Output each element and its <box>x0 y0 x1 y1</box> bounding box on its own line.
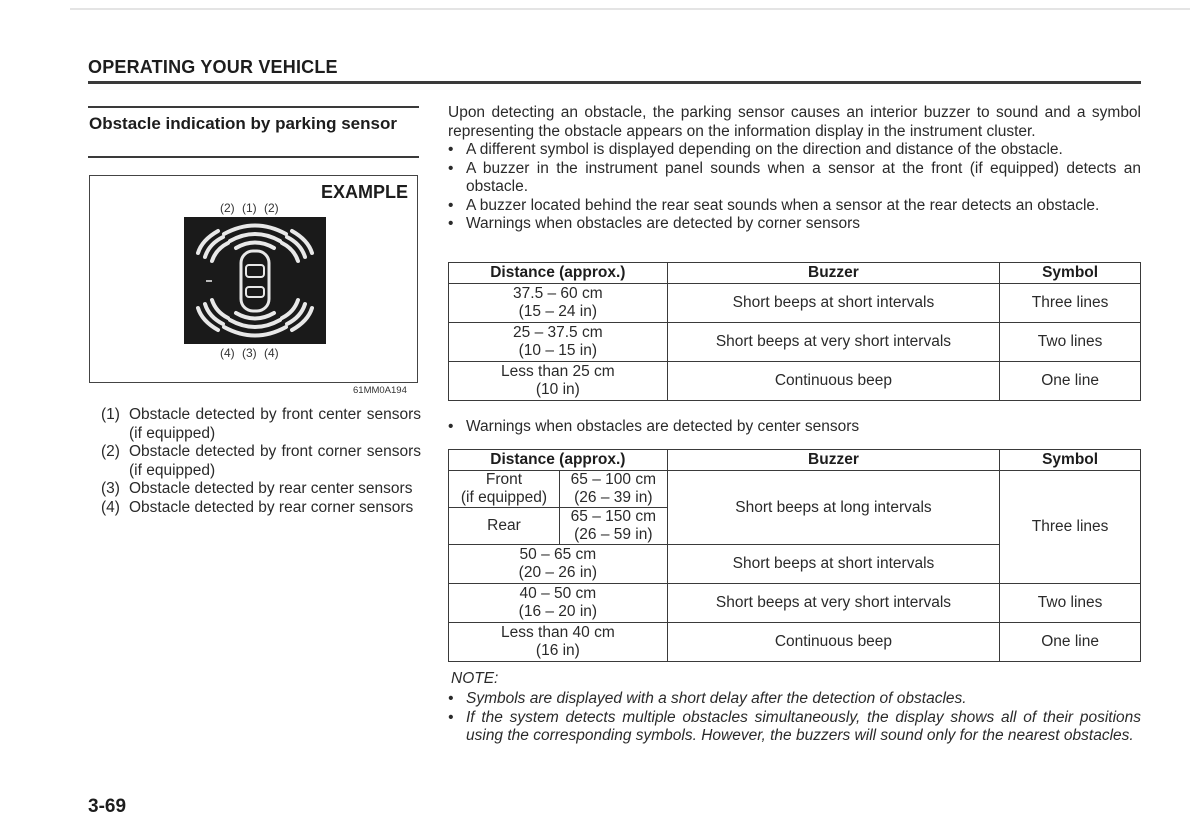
subsection-rule-bottom <box>88 156 419 158</box>
distance-cm: 40 – 50 cm <box>519 585 597 602</box>
figure-legend <box>101 406 421 517</box>
intro-paragraph: Upon detecting an obstacle, the parking sensor causes an interior buzzer to sound and a symbol representing the obstacle appears on the information display in the instrument cluster. <box>448 104 1141 140</box>
front-label-cell <box>449 471 560 508</box>
subsection-title: Obstacle indication by parking sensor <box>89 114 397 133</box>
distance-cell <box>449 584 668 623</box>
legend-number: (2) <box>101 443 120 460</box>
symbol-cell: Three lines <box>1000 471 1141 584</box>
buzzer-cell: Continuous beep <box>667 623 999 662</box>
header-symbol: Symbol <box>1000 263 1141 284</box>
legend-number: (4) <box>101 498 120 516</box>
buzzer-cell: Short beeps at short intervals <box>667 284 999 323</box>
distance-cell <box>559 508 667 545</box>
table-row <box>449 284 1141 323</box>
buzzer-cell: Continuous beep <box>667 362 999 401</box>
bullet-text: A buzzer located behind the rear seat sounds when a sensor at the rear detects an obstacle. <box>466 196 1100 214</box>
figure-bottom-labels: (4) (3) (4) <box>220 346 279 360</box>
bullet-marker: • <box>448 690 454 707</box>
legend-item <box>101 406 421 443</box>
legend-number: (1) <box>101 406 120 423</box>
table-row <box>449 323 1141 362</box>
corner-sensor-table <box>448 262 1141 401</box>
distance-in: (10 – 15 in) <box>518 342 598 359</box>
distance-cm: Less than 40 cm <box>501 624 615 641</box>
bullet-marker: • <box>448 141 454 158</box>
header-buzzer: Buzzer <box>667 450 999 471</box>
section-rule <box>88 81 1141 84</box>
note-list <box>448 690 1141 746</box>
symbol-cell: Three lines <box>1000 284 1141 323</box>
bullet-marker: • <box>448 159 454 177</box>
distance-cell <box>449 545 668 584</box>
bullet-marker: • <box>448 196 454 214</box>
center-sensor-table <box>448 449 1141 662</box>
distance-cm: 65 – 150 cm <box>570 508 656 525</box>
figure-top-labels: (2) (1) (2) <box>220 201 279 215</box>
legend-text: Obstacle detected by rear corner sensors <box>129 498 414 516</box>
example-figure <box>89 175 418 383</box>
distance-cell <box>559 471 667 508</box>
table-row <box>449 584 1141 623</box>
bullet-marker: • <box>448 708 454 726</box>
bullet-marker: • <box>448 215 454 232</box>
front-label-note: (if equipped) <box>460 489 548 506</box>
distance-cm: Less than 25 cm <box>500 363 615 380</box>
bullet-text: A buzzer in the instrument panel sounds when a sensor at the front (if equipped) detects an obstacle. <box>466 159 1141 195</box>
header-buzzer: Buzzer <box>667 263 999 284</box>
rear-label-cell: Rear <box>449 508 560 545</box>
distance-cell <box>449 623 668 662</box>
distance-cm: 65 – 100 cm <box>570 471 656 488</box>
symbol-cell: One line <box>1000 623 1141 662</box>
distance-cm: 37.5 – 60 cm <box>513 285 603 302</box>
symbol-cell: Two lines <box>1000 323 1141 362</box>
buzzer-cell: Short beeps at very short intervals <box>667 323 999 362</box>
section-title: OPERATING YOUR VEHICLE <box>88 57 338 77</box>
legend-number: (3) <box>101 480 120 497</box>
bullet-text: A different symbol is displayed depending on the direction and distance of the obstacle. <box>466 141 1063 158</box>
legend-text: Obstacle detected by front corner sensors (if equipped) <box>129 443 421 479</box>
legend-text: Obstacle detected by rear center sensors <box>129 480 413 497</box>
legend-item <box>101 480 421 499</box>
bullet-list <box>448 141 1141 234</box>
table-row <box>449 471 1141 508</box>
table-header-row <box>449 450 1141 471</box>
note-item <box>448 709 1141 746</box>
distance-cell <box>449 323 668 362</box>
distance-in: (26 – 59 in) <box>574 526 653 543</box>
bullet-item <box>448 141 1141 160</box>
header-distance: Distance (approx.) <box>449 263 668 284</box>
distance-in: (16 in) <box>535 642 580 659</box>
example-label: EXAMPLE <box>320 182 408 202</box>
note-text: If the system detects multiple obstacles simultaneously, the display shows all of their positions using the corresponding symbols. However, the buzzers will sound only for the nearest obstacles. <box>466 708 1141 744</box>
center-sensor-heading <box>448 418 1141 437</box>
legend-item <box>101 499 421 518</box>
bullet-marker: • <box>448 418 454 435</box>
symbol-cell: Two lines <box>1000 584 1141 623</box>
top-divider <box>70 8 1190 10</box>
note-text: Symbols are displayed with a short delay after the detection of obstacles. <box>466 690 967 707</box>
distance-in: (26 – 39 in) <box>574 489 653 506</box>
distance-in: (10 in) <box>535 381 580 398</box>
bullet-item <box>448 160 1141 197</box>
distance-cm: 25 – 37.5 cm <box>513 324 603 341</box>
figure-code: 61MM0A194 <box>353 385 407 396</box>
bullet-text: Warnings when obstacles are detected by corner sensors <box>466 215 861 232</box>
bullet-item <box>448 215 1141 234</box>
subsection-rule-top <box>88 106 419 108</box>
parking-sensor-display-graphic <box>184 217 326 344</box>
distance-in: (16 – 20 in) <box>518 603 598 620</box>
display-background <box>184 217 326 344</box>
note-item <box>448 690 1141 709</box>
legend-text: Obstacle detected by front center sensors (if equipped) <box>129 406 421 442</box>
table-row <box>449 362 1141 401</box>
buzzer-cell: Short beeps at short intervals <box>667 545 999 584</box>
distance-cm: 50 – 65 cm <box>519 546 597 563</box>
note-heading: NOTE: <box>451 670 499 687</box>
page-number: 3-69 <box>88 796 127 817</box>
center-heading-text: Warnings when obstacles are detected by center sensors <box>466 418 860 435</box>
distance-in: (15 – 24 in) <box>518 303 598 320</box>
distance-in: (20 – 26 in) <box>518 564 598 581</box>
bullet-item <box>448 197 1141 216</box>
symbol-cell: One line <box>1000 362 1141 401</box>
table-header-row <box>449 263 1141 284</box>
buzzer-cell: Short beeps at long intervals <box>667 471 999 545</box>
buzzer-cell: Short beeps at very short intervals <box>667 584 999 623</box>
front-label: Front <box>485 471 523 488</box>
distance-cell <box>449 284 668 323</box>
header-symbol: Symbol <box>1000 450 1141 471</box>
distance-cell <box>449 362 668 401</box>
table-row <box>449 623 1141 662</box>
header-distance: Distance (approx.) <box>449 450 668 471</box>
legend-item <box>101 443 421 480</box>
